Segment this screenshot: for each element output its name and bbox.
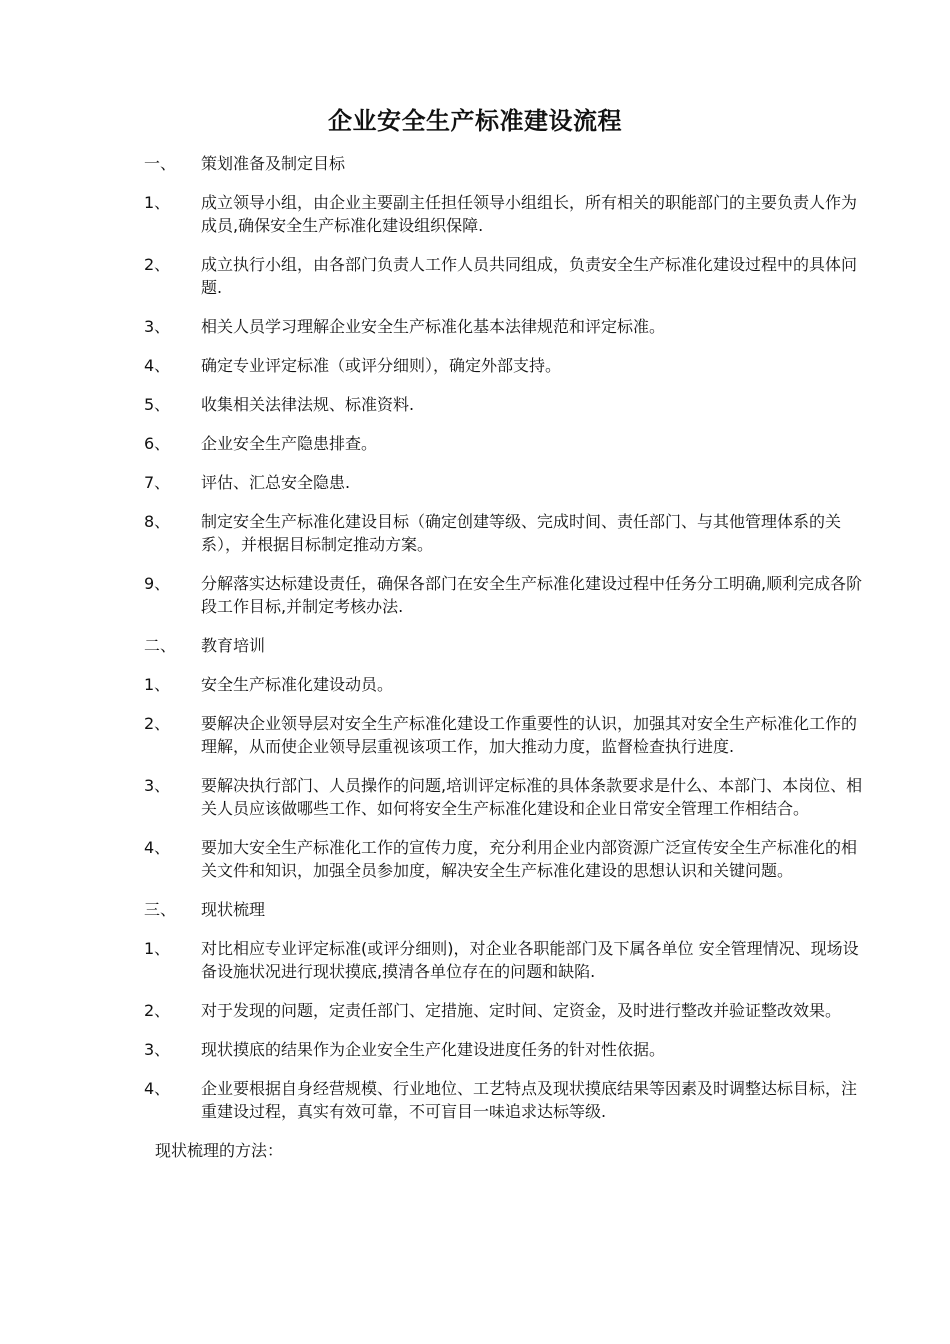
section-title: 现状梳理 xyxy=(201,900,266,919)
section-number: 一、 xyxy=(144,154,177,173)
item-number: 1、 xyxy=(144,193,171,212)
list-item xyxy=(0,393,950,416)
list-item xyxy=(0,191,950,237)
list-item xyxy=(0,999,950,1022)
list-item xyxy=(0,510,950,556)
document-body xyxy=(0,152,950,1162)
section-number: 三、 xyxy=(144,900,177,919)
list-item xyxy=(0,471,950,494)
item-text: 对比相应专业评定标准(或评分细则)，对企业各职能部门及下属各单位 安全管理情况、现场设备设施状况进行现状摸底,摸清各单位存在的问题和缺陷. xyxy=(201,939,859,981)
list-item xyxy=(0,836,950,882)
document-title: 企业安全生产标准建设流程 xyxy=(328,107,622,135)
item-text: 相关人员学习理解企业安全生产标准化基本法律规范和评定标准。 xyxy=(201,317,666,336)
section-title: 策划准备及制定目标 xyxy=(201,154,346,173)
list-item xyxy=(0,432,950,455)
item-number: 2、 xyxy=(144,714,171,733)
list-item xyxy=(0,774,950,820)
list-item xyxy=(0,673,950,696)
item-text: 要解决执行部门、人员操作的问题,培训评定标准的具体条款要求是什么、本部门、本岗位、相关人员应该做哪些工作、如何将安全生产标准化建设和企业日常安全管理工作相结合。 xyxy=(201,776,863,818)
section-number: 二、 xyxy=(144,636,177,655)
section-heading xyxy=(0,898,950,921)
item-text: 制定安全生产标准化建设目标（确定创建等级、完成时间、责任部门、与其他管理体系的关系），并根据目标制定推动方案。 xyxy=(201,512,842,554)
item-number: 2、 xyxy=(144,255,171,274)
item-number: 1、 xyxy=(144,675,171,694)
footer-note: 现状梳理的方法： xyxy=(155,1141,284,1160)
item-text: 企业安全生产隐患排查。 xyxy=(201,434,378,453)
list-item xyxy=(0,315,950,338)
list-item xyxy=(0,1038,950,1061)
item-number: 3、 xyxy=(144,1040,171,1059)
item-number: 4、 xyxy=(144,838,171,857)
list-item xyxy=(0,712,950,758)
section-title: 教育培训 xyxy=(201,636,266,655)
item-number: 2、 xyxy=(144,1001,171,1020)
list-item xyxy=(0,1077,950,1123)
item-number: 5、 xyxy=(144,395,171,414)
item-text: 对于发现的问题，定责任部门、定措施、定时间、定资金，及时进行整改并验证整改效果。 xyxy=(201,1001,842,1020)
list-item xyxy=(0,572,950,618)
item-number: 8、 xyxy=(144,512,171,531)
list-item xyxy=(0,937,950,983)
item-number: 4、 xyxy=(144,356,171,375)
item-number: 6、 xyxy=(144,434,171,453)
item-number: 3、 xyxy=(144,317,171,336)
item-number: 9、 xyxy=(144,574,171,593)
item-text: 要解决企业领导层对安全生产标准化建设工作重要性的认识，加强其对安全生产标准化工作的理解，从而使企业领导层重视该项工作，加大推动力度，监督检查执行进度. xyxy=(201,714,858,756)
item-text: 安全生产标准化建设动员。 xyxy=(201,675,394,694)
item-text: 评估、汇总安全隐患. xyxy=(201,473,351,492)
list-item xyxy=(0,354,950,377)
section-heading xyxy=(0,634,950,657)
item-text: 收集相关法律法规、标准资料. xyxy=(201,395,415,414)
item-text: 确定专业评定标准（或评分细则），确定外部支持。 xyxy=(201,356,562,375)
list-item xyxy=(0,253,950,299)
item-number: 3、 xyxy=(144,776,171,795)
item-text: 分解落实达标建设责任，确保各部门在安全生产标准化建设过程中任务分工明确,顺利完成各阶段工作目标,并制定考核办法. xyxy=(201,574,863,616)
item-text: 要加大安全生产标准化工作的宣传力度，充分利用企业内部资源广泛宣传安全生产标准化的相关文件和知识，加强全员参加度，解决安全生产标准化建设的思想认识和关键问题。 xyxy=(201,838,858,880)
item-text: 成立执行小组，由各部门负责人工作人员共同组成，负责安全生产标准化建设过程中的具体问题. xyxy=(201,255,858,297)
item-text: 现状摸底的结果作为企业安全生产化建设进度任务的针对性依据。 xyxy=(201,1040,666,1059)
item-number: 1、 xyxy=(144,939,171,958)
item-text: 成立领导小组，由企业主要副主任担任领导小组组长，所有相关的职能部门的主要负责人作为成员,确保安全生产标准化建设组织保障. xyxy=(201,193,858,235)
item-number: 4、 xyxy=(144,1079,171,1098)
item-text: 企业要根据自身经营规模、行业地位、工艺特点及现状摸底结果等因素及时调整达标目标，注重建设过程，真实有效可靠，不可盲目一味追求达标等级. xyxy=(201,1079,858,1121)
section-heading xyxy=(0,152,950,175)
item-number: 7、 xyxy=(144,473,171,492)
